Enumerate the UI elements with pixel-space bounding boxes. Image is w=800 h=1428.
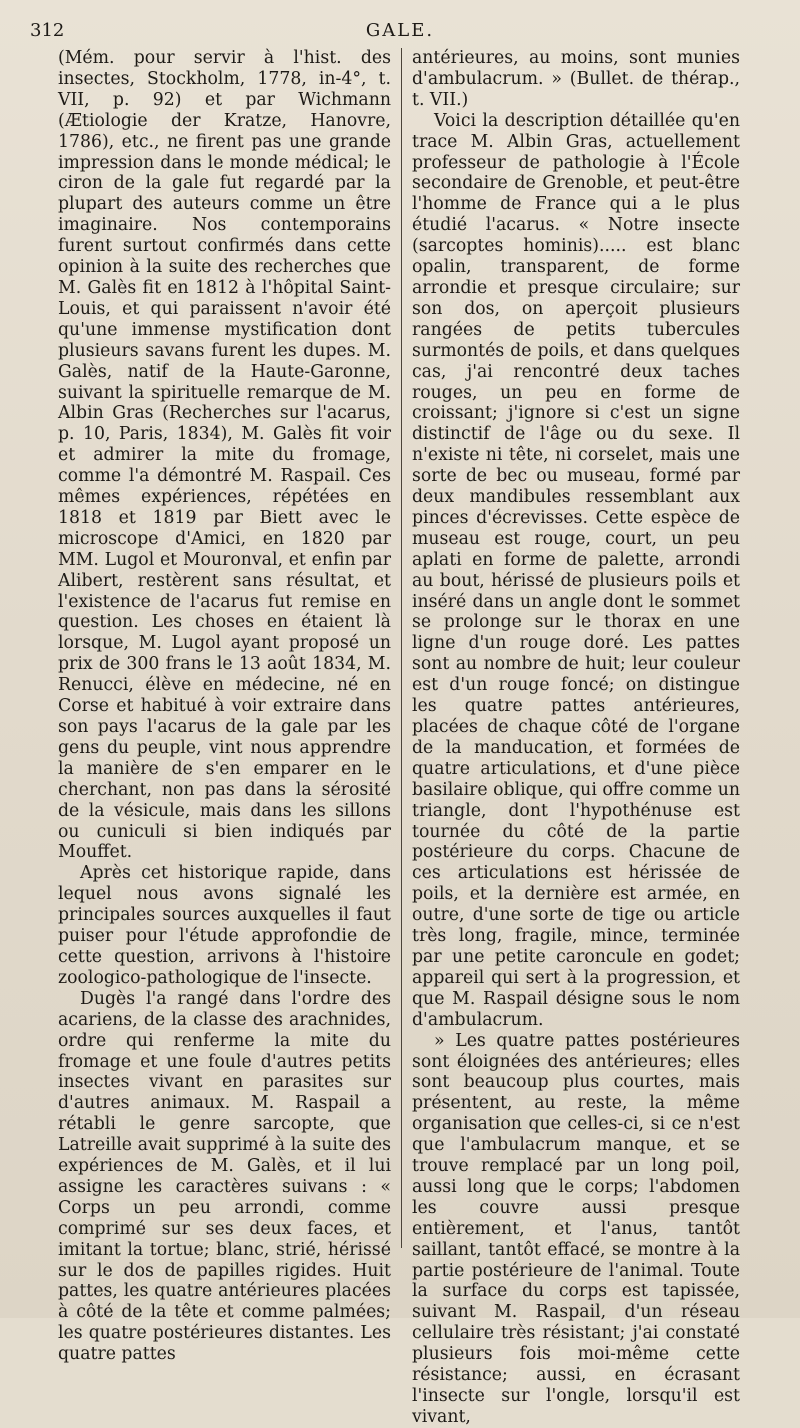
right-paragraph-3: » Les quatre pattes postérieures sont éloignées des antérieures; elles sont beaucoup plus courtes, mais présentent, au reste, la même organisation que celles-ci, si ce n'est que l'ambulacrum manque, et se trouve remplacé par un long poil, aussi long que le corps; l'abdomen les couvre aussi presque entièrement, et l'anus, tantôt saillant, tantôt effacé, se montre à la partie postérieure de l'animal. Toute la surface du corps est tapissée, suivant M. Raspail, d'un réseau cellulaire très résistant; j'ai constaté plusieurs fois moi-même cette résistance; aussi, en écrasant l'insecte sur l'ongle, lorsqu'il est vivant, — [412, 1030, 740, 1427]
right-paragraph-2: Voici la description détaillée qu'en trace M. Albin Gras, actuellement professeur de pathologie à l'École secondaire de Grenoble, et peut-être l'homme de France qui a le plus étudié l'acarus. « Notre insecte (sarcoptes hominis)..... est blanc opalin, transparent, de forme arrondie et presque circulaire; sur son dos, on aperçoit plusieurs rangées de petits tubercules surmontés de poils, et dans quelques cas, j'ai rencontré deux taches rouges, un peu en forme de croissant; j'ignore si c'est un signe distinctif de l'âge ou du sexe. Il n'existe ni tête, ni corselet, mais une sorte de bec ou museau, formé par deux mandibules ressemblant aux pinces d'écrevisses. Cette espèce de museau est rouge, court, un peu aplati en forme de palette, arrondi au bout, hérissé de plusieurs poils et inséré dans un angle dont le sommet se prolonge sur le thorax en une ligne d'un rouge doré. Les pattes sont au nombre de huit; leur couleur est d'un rouge foncé; on distingue les quatre pattes antérieures, placées de chaque côté de l'organe de la manducation, et formées de quatre articulations, et d'une pièce basilaire oblique, qui offre comme un triangle, dont l'hypothénuse est tournée du côté de la partie postérieure du corps. Chacune de ces articulations est hérissée de poils, et la dernière est armée, en outre, d'une sorte de tige ou article très long, fragile, mince, terminée par une petite caroncule en godet; appareil qui sert à la progression, et que M. Raspail désigne sous le nom d'ambulacrum. — [412, 110, 740, 1030]
left-paragraph-1: (Mém. pour servir à l'hist. des insectes, Stockholm, 1778, in-4°, t. VII, p. 92) et par Wichmann (Ætiologie der Kratze, Hanovre, 1786), etc., ne firent pas une grande impression dans le monde médical; le ciron de la gale fut regardé par la plupart des auteurs comme un être imaginaire. Nos contemporains furent surtout confirmés dans cette opinion à la suite des recherches que M. Galès fit en 1812 à l'hôpital Saint-Louis, et qui paraissent n'avoir été qu'une immense mystification dont plusieurs savans furent les dupes. M. Galès, natif de la Haute-Garonne, suivant la spirituelle remarque de M. Albin Gras (Recherches sur l'acarus, p. 10, Paris, 1834), M. Galès fit voir et admirer la mite du fromage, comme l'a démontré M. Raspail. Ces mêmes expériences, répétées en 1818 et 1819 par Biett avec le microscope d'Amici, en 1820 par MM. Lugol et Mouronval, et enfin par Alibert, restèrent sans résultat, et l'existence de l'acarus fut remise en question. Les choses en étaient là lorsque, M. Lugol ayant proposé un prix de 300 frans le 13 août 1834, M. Renucci, élève en médecine, né en Corse et habitué à voir extraire dans son pays l'acarus de la gale par les gens du peuple, vint nous apprendre la manière de s'en emparer en le cherchant, non pas dans la sérosité de la vésicule, mais dans les sillons ou cuniculi si bien indiqués par Mouffet. — [58, 48, 391, 863]
running-title: GALE. — [365, 20, 435, 41]
left-column — [58, 48, 391, 1365]
right-column — [412, 48, 740, 1428]
left-paragraph-3: Dugès l'a rangé dans l'ordre des acariens, de la classe des arachnides, ordre qui renferme la mite du fromage et une foule d'autres petits insectes vivant en parasites sur d'autres animaux. M. Raspail a rétabli le genre sarcopte, que Latreille avait supprimé à la suite des expériences de M. Galès, et il lui assigne les caractères suivans : « Corps un peu arrondi, comme comprimé sur ses deux faces, et imitant la tortue; blanc, strié, hérissé sur le dos de papilles rigides. Huit pattes, les quatre antérieures placées à côté de la tête et comme palmées; les quatre postérieures distantes. Les quatre pattes — [58, 988, 391, 1365]
left-paragraph-2: Après cet historique rapide, dans lequel nous avons signalé les principales sources auxquelles il faut puiser pour l'étude approfondie de cette question, arrivons à l'histoire zoologico-pathologique de l'insecte. — [58, 863, 391, 988]
column-divider — [401, 48, 402, 1248]
page-header — [0, 20, 800, 50]
right-paragraph-1: antérieures, au moins, sont munies d'ambulacrum. » (Bullet. de thérap., t. VII.) — [412, 48, 740, 110]
page-number: 312 — [30, 20, 65, 41]
